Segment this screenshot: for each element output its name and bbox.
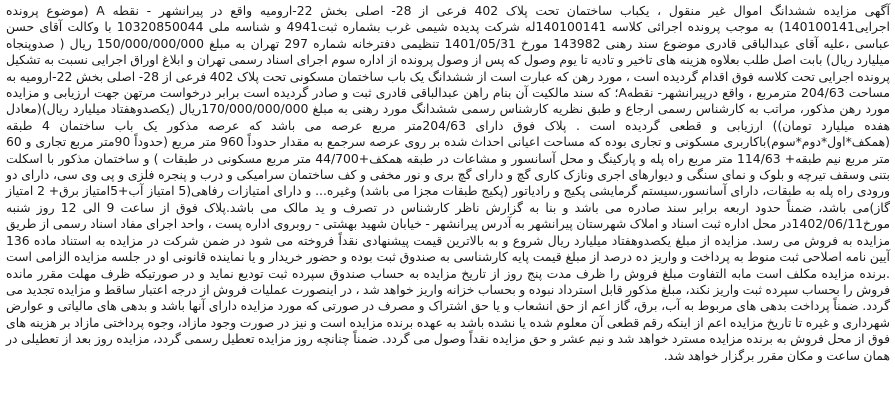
notice-body-text: آگهی مزایده ششدانگ اموال غیر منقول ، یکباب ساختمان تحت پلاک 402 فرعی از 28- اصلی بخش 22-ارومیه واقع در پیرانشهر - نقطه A (موضوع پرونده اجرایی140100141) به موجب پرونده اجرائی کلاسه 140100141له شرکت پدیده شیمی غرب بشماره ثبت4941 و شناسه ملی 10320850044 با وکالت آقای حسن عباسی ،علیه آقای عبدالباقی قادری موضوع سند رهنی 143982 مورخ 1401/05/31 تنظیمی دفترخانه شماره 297 تهران به مبلغ 150/000/000/000 ریال ( صدوپنجاه میلیارد ریال) بابت اصل طلب بعلاوه هزینه های تاخیر و تادیه تا یوم وصول که پس از وصول پرونده از اداره سوم اجرای اسناد رسمی تهران و ابلاغ اوراق اجرایی نسبت به تشکیل پرونده اجرایی تحت کلاسه فوق اقدام گردیده است ، مورد رهن که عبارت است از ششدانگ یک باب ساختمان مسکونی تحت پلاک 402 فرعی از 28- اصلی بخش 22-ارومیه به مساحت 204/63 مترمربع ، واقع درپیرانشهر- نقطهA؛ که سند مالکیت آن بنام راهن عبدالباقی قادری ثبت و صادر گردیده است برابر درخواست مرتهن جهت ارزیابی و مزایده مورد رهن مذکور، مراتب به کارشناس رسمی ارجاع و طبق نظریه کارشناس رسمی ششدانگ مورد رهنی به مبلغ 170/000/000/000ریال (یکصدوهفتاد میلیارد ریال)(معادل هفده میلیارد تومان)) ارزیابی و قطعی گردیده است . پلاک فوق دارای 204/63متر مربع عرصه می باشد که عرصه مذکور یک باب ساختمان 4 طبقه (همکف*اول*دوم*سوم)باکاربری مسکونی و تجاری بوده که مساحت اعیانی احداث شده بر روی عرصه سرجمع به مقدار حدوداً 960 متر مربع (حدوداً 90متر مربع تجاری و 60 متر مربع نیم طبقه+ 114/63 متر مربع راه پله و پارکینگ و محل آسانسور و مشاعات در طبقه همکف+44/700 متر مربع مسکونی در طبقات ) و ساختمان مذکور با اسکلت بتنی وسقف تیرچه و بلوک و نمای سنگی و دیوارهای اجری ونازک کاری گچ و دارای گچ بری و نور مخفی و کف ساختمان سرامیکی و درب و پنجره فلزی و پی وی سی، دارای دو ورودی راه پله به طبقات، دارای آسانسور،سیستم گرمایشی پکیج و رادیاتور (پکیج طبقات مجزا می باشد) وغیره... و دارای امتیازات رفاهی(5 امتیاز آب+5امتیاز برق+ 2 امتیاز گاز)می باشد، ضمناً حدود اربعه برابر سند صادره می باشد و بنا به گزارش ناظر کارشناس در تصرف و ید مالک می باشد.پلاک فوق از ساعت 9 الی 12 روز شنبه مورخ1402/06/11در محل اداره ثبت اسناد و املاک شهرستان پیرانشهر به آدرس پیرانشهر - خیابان شهید بهشتی - روبروی اداره پست ، واحد اجرای مفاد اسناد رسمی از طریق مزایده به فروش می رسد. مزایده از مبلغ یکصدوهفتاد میلیارد ریال شروع و به بالاترین قیمت پیشنهادی نقداً فروخته می شود در ضمن شرکت در مزایده به استناد ماده 136 آیین نامه اصلاحی ثبت منوط به پرداخت و واریز ده درصد از مبلغ قیمت پایه کارشناسی به صندوق ثبت بوده و حضور خریدار و یا نماینده قانونی او در جلسه مزایده الزامی است .برنده مزایده مکلف است مابه التفاوت مبلغ فروش را ظرف مدت پنج روز از تاریخ مزایده به حساب صندوق سپرده ثبت تودیع نماید و در صورتیکه ظرف مهلت مقرر مانده فروش را بحساب سپرده ثبت واریز نکند، مبلغ مذکور قابل استرداد نبوده و بحساب خزانه واریز خواهد شد ، در اینصورت عملیات فروش از درجه اعتبار ساقط و مزایده تجدید می گردد. ضمناً پرداخت بدهی های مربوط به آب، برق، گاز اعم از حق انشعاب و یا حق اشتراک و مصرف در صورتی که مورد مزایده دارای آنها باشد و بدهی های مالیاتی و عوارض شهرداری و غیره تا تاریخ مزایده اعم از اینکه رقم قطعی آن معلوم شده یا نشده باشد به عهده برنده مزایده است و نیز در صورت وجود مازاد، وجوه پرداختی مازاد بر هزینه های فوق از محل فروش به برنده مزایده مسترد خواهد شد و نیم عشر و حق مزایده نقداً وصول می گردد. ضمناً چنانچه روز مزایده تعطیل رسمی گردد، مزایده روز بعد از تعطیلی در همان ساعت و مکان مقرر برگزار خواهد شد. — [6, 3, 891, 363]
